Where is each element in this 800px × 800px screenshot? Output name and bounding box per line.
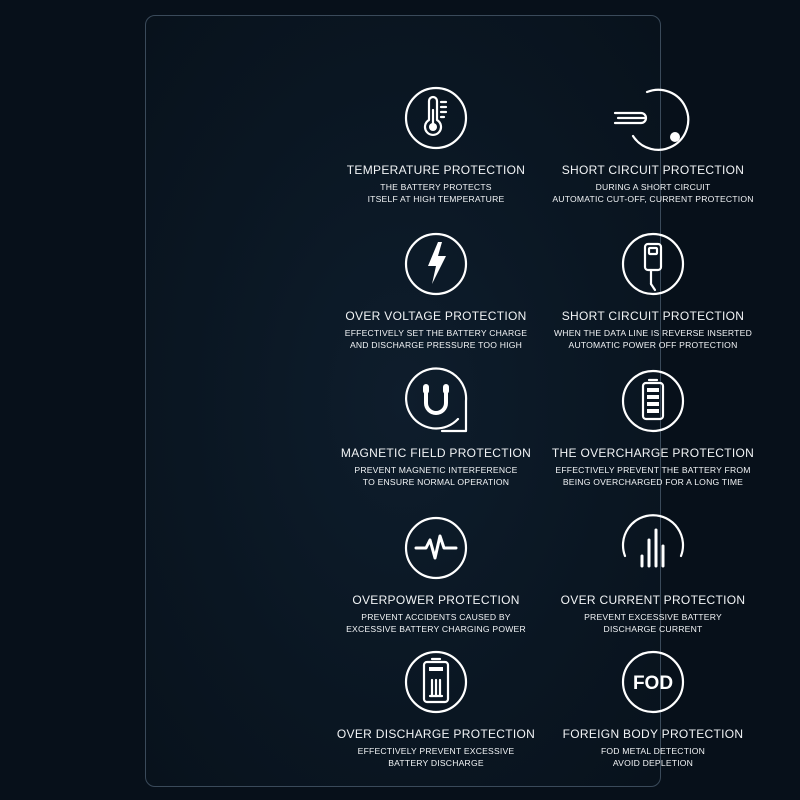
feature-title: OVER DISCHARGE PROTECTION	[336, 727, 536, 741]
feature-title: SHORT CIRCUIT PROTECTION	[561, 309, 745, 323]
feature-description: PREVENT MAGNETIC INTERFERENCE TO ENSURE NORMAL OPERATION	[354, 465, 518, 487]
feature-description: DURING A SHORT CIRCUIT AUTOMATIC CUT-OFF, CURRENT PROTECTION	[552, 182, 754, 204]
feature-title: FOREIGN BODY PROTECTION	[562, 727, 744, 741]
feature-title: OVER VOLTAGE PROTECTION	[345, 309, 527, 323]
current-bars-icon	[621, 516, 685, 580]
feature-overcharge-protection	[538, 369, 768, 488]
feature-temperature-protection	[321, 86, 551, 205]
feature-title: OVERPOWER PROTECTION	[352, 593, 520, 607]
lightning-icon	[404, 232, 468, 296]
feature-description: PREVENT EXCESSIVE BATTERY DISCHARGE CURRENT	[584, 612, 722, 634]
cable-plug-icon	[621, 232, 685, 296]
magnet-icon	[404, 369, 468, 433]
feature-description: PREVENT ACCIDENTS CAUSED BY EXCESSIVE BATTERY CHARGING POWER	[346, 612, 526, 634]
feature-title: MAGNETIC FIELD PROTECTION	[340, 446, 532, 460]
feature-title: SHORT CIRCUIT PROTECTION	[561, 163, 745, 177]
features-panel	[145, 15, 755, 787]
battery-discharge-icon	[404, 650, 468, 714]
thermometer-icon	[404, 86, 468, 150]
feature-title: THE OVERCHARGE PROTECTION	[551, 446, 755, 460]
feature-overpower-protection	[321, 516, 551, 635]
short-circuit-icon	[621, 86, 685, 150]
feature-description: EFFECTIVELY SET THE BATTERY CHARGE AND DISCHARGE PRESSURE TOO HIGH	[344, 328, 528, 350]
feature-description: WHEN THE DATA LINE IS REVERSE INSERTED AUTOMATIC POWER OFF PROTECTION	[554, 328, 752, 350]
feature-description: THE BATTERY PROTECTS ITSELF AT HIGH TEMPERATURE	[367, 182, 505, 204]
feature-foreign-body-protection	[538, 650, 768, 769]
feature-title: TEMPERATURE PROTECTION	[346, 163, 526, 177]
fod-icon-text: FOD	[632, 673, 674, 694]
feature-over-voltage-protection	[321, 232, 551, 351]
feature-short-circuit-protection	[538, 86, 768, 205]
battery-full-icon	[621, 369, 685, 433]
feature-reverse-insert-protection	[538, 232, 768, 351]
feature-description: EFFECTIVELY PREVENT THE BATTERY FROM BEING OVERCHARGED FOR A LONG TIME	[555, 465, 751, 487]
feature-magnetic-field-protection	[321, 369, 551, 488]
feature-over-current-protection	[538, 516, 768, 635]
feature-over-discharge-protection	[321, 650, 551, 769]
pulse-icon	[404, 516, 468, 580]
feature-title: OVER CURRENT PROTECTION	[560, 593, 746, 607]
fod-icon	[621, 650, 685, 714]
feature-description: FOD METAL DETECTION AVOID DEPLETION	[600, 746, 706, 768]
feature-description: EFFECTIVELY PREVENT EXCESSIVE BATTERY DISCHARGE	[357, 746, 515, 768]
